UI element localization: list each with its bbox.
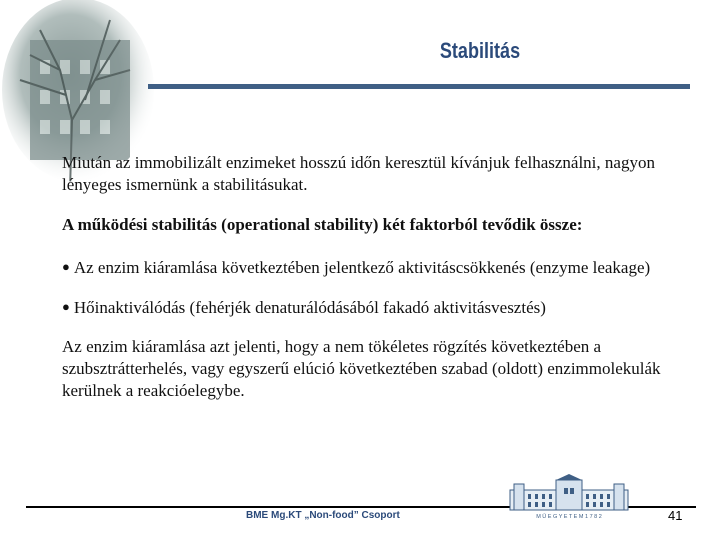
building-caption: M Ű E G Y E T E M 1 7 8 2 — [536, 514, 602, 520]
university-building-logo — [504, 474, 634, 520]
bullet-dot-icon: ● — [62, 259, 70, 274]
footer-group-name: BME Mg.KT „Non-food” Csoport — [246, 510, 400, 521]
bullet-item-leakage — [62, 256, 692, 279]
intro-paragraph: Miután az immobilizált enzimeket hosszú időn keresztül kívánjuk felhasználni, nagyon lényeges ismernünk a stabilitásukat. — [62, 153, 655, 194]
slide-title: Stabilitás — [439, 38, 521, 63]
bullet-text: Hőinaktiválódás (fehérjék denaturálódásából fakadó aktivitásvesztés) — [73, 298, 546, 317]
leakage-paragraph: Az enzim kiáramlása azt jelenti, hogy a nem tökéletes rögzítés következtében a szubsztrátterhelés, vagy egyszerű elúció következtében szabad (oldott) enzimmolekulák kerülnek a reakcióelegybe. — [62, 337, 661, 400]
page-number: 41 — [668, 508, 683, 523]
bullet-text: Az enzim kiáramlása következtében jelentkező aktivitáscsökkenés (enzyme leakage) — [73, 258, 651, 277]
stability-heading: A működési stabilitás (operational stability) két faktorból tevődik össze: — [62, 215, 583, 234]
bullet-dot-icon: ● — [62, 299, 70, 314]
slide-body — [62, 152, 692, 402]
title-divider — [148, 84, 690, 89]
bullet-item-inactivation — [62, 296, 692, 319]
